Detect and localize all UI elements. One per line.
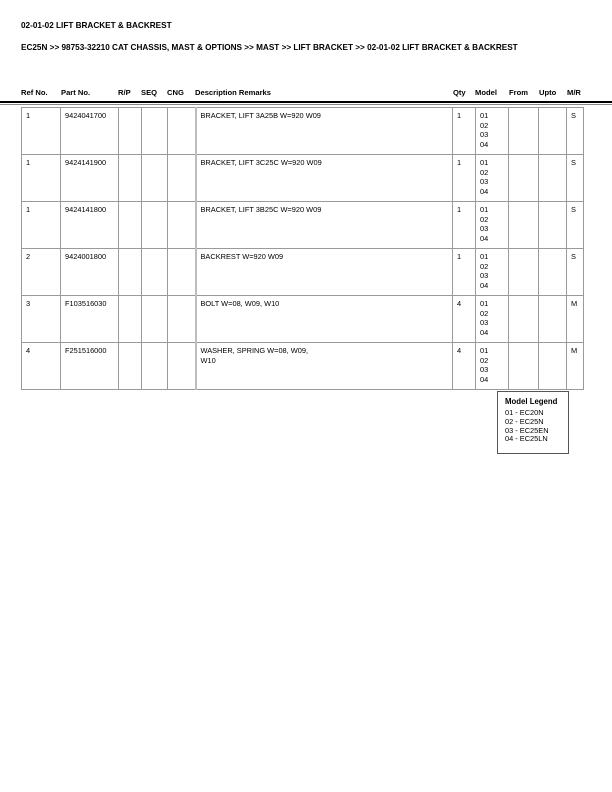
model-code: 03 <box>480 177 489 187</box>
model-legend <box>497 391 569 454</box>
cell-from <box>509 296 539 343</box>
header-ref-no: Ref No. <box>21 88 48 97</box>
cell-mr: S <box>567 249 584 296</box>
model-code: 04 <box>480 233 489 243</box>
model-code: 02 <box>480 167 489 177</box>
cell-model <box>476 343 509 390</box>
model-code: 03 <box>480 318 489 328</box>
cell-ref: 1 <box>22 202 61 249</box>
legend-item: 02 - EC25N <box>505 416 544 426</box>
cell-mr: M <box>567 343 584 390</box>
model-code: 03 <box>480 365 489 375</box>
cell-cng <box>168 343 196 390</box>
cell-mr: M <box>567 296 584 343</box>
model-code: 02 <box>480 120 489 130</box>
cell-seq <box>142 296 168 343</box>
cell-seq <box>142 155 168 202</box>
header-seq: SEQ <box>141 88 158 97</box>
page-title: 02-01-02 LIFT BRACKET & BACKREST <box>21 21 172 30</box>
cell-description: BRACKET, LIFT 3C25C W=920 W09 <box>196 155 453 202</box>
model-code: 03 <box>480 271 489 281</box>
cell-model <box>476 155 509 202</box>
table-row <box>22 202 584 249</box>
breadcrumb: EC25N >> 98753-32210 CAT CHASSIS, MAST & OPTIONS >> MAST >> LIFT BRACKET >> 02-01-02 LIFT BRACKET & BACKREST <box>21 43 518 52</box>
cell-model <box>476 202 509 249</box>
header-mr: M/R <box>567 88 581 97</box>
cell-description: BRACKET, LIFT 3A25B W=920 W09 <box>196 108 453 155</box>
model-code: 04 <box>480 327 489 337</box>
description-line: W10 <box>200 355 216 365</box>
model-code: 03 <box>480 224 489 234</box>
cell-upto <box>539 155 567 202</box>
model-code: 01 <box>480 205 489 214</box>
cell-description: BOLT W=08, W09, W10 <box>196 296 453 343</box>
cell-cng <box>168 155 196 202</box>
legend-item: 01 - EC20N <box>505 408 544 417</box>
description-line: WASHER, SPRING W=08, W09, <box>200 346 309 355</box>
model-code: 01 <box>480 299 489 308</box>
cell-qty: 4 <box>453 296 476 343</box>
cell-ref: 1 <box>22 108 61 155</box>
model-code: 01 <box>480 158 489 167</box>
cell-qty: 4 <box>453 343 476 390</box>
header-qty: Qty <box>453 88 466 97</box>
cell-seq <box>142 343 168 390</box>
header-rp: R/P <box>118 88 131 97</box>
parts-table <box>21 107 584 390</box>
header-from: From <box>509 88 528 97</box>
table-row <box>22 296 584 343</box>
cell-ref: 2 <box>22 249 61 296</box>
table-header <box>0 88 612 100</box>
cell-model <box>476 296 509 343</box>
cell-ref: 4 <box>22 343 61 390</box>
cell-description <box>196 343 453 390</box>
header-description: Description Remarks <box>195 88 271 97</box>
cell-upto <box>539 202 567 249</box>
header-part-no: Part No. <box>61 88 91 97</box>
cell-rp <box>119 296 142 343</box>
model-code: 01 <box>480 111 489 120</box>
cell-seq <box>142 202 168 249</box>
model-code: 02 <box>480 261 489 271</box>
cell-rp <box>119 343 142 390</box>
cell-description: BACKREST W=920 W09 <box>196 249 453 296</box>
cell-ref: 1 <box>22 155 61 202</box>
header-divider <box>0 101 612 103</box>
cell-mr: S <box>567 108 584 155</box>
cell-description: BRACKET, LIFT 3B25C W=920 W09 <box>196 202 453 249</box>
cell-upto <box>539 108 567 155</box>
model-code: 01 <box>480 252 489 261</box>
cell-cng <box>168 249 196 296</box>
cell-part-no: 9424141900 <box>61 155 119 202</box>
cell-part-no: F103516030 <box>61 296 119 343</box>
cell-mr: S <box>567 155 584 202</box>
header-model: Model <box>475 88 497 97</box>
cell-seq <box>142 108 168 155</box>
model-code: 02 <box>480 214 489 224</box>
model-code: 02 <box>480 308 489 318</box>
cell-from <box>509 155 539 202</box>
cell-rp <box>119 108 142 155</box>
table-row <box>22 108 584 155</box>
cell-upto <box>539 343 567 390</box>
cell-part-no: 9424001800 <box>61 249 119 296</box>
cell-qty: 1 <box>453 202 476 249</box>
model-code: 01 <box>480 346 489 355</box>
table-row <box>22 155 584 202</box>
model-code: 04 <box>480 186 489 196</box>
cell-part-no: 9424141800 <box>61 202 119 249</box>
model-code: 04 <box>480 374 489 384</box>
cell-upto <box>539 296 567 343</box>
cell-upto <box>539 249 567 296</box>
model-code: 04 <box>480 139 489 149</box>
cell-model <box>476 108 509 155</box>
table-row <box>22 249 584 296</box>
header-divider-thin <box>0 104 612 105</box>
cell-part-no: F251516000 <box>61 343 119 390</box>
model-code: 02 <box>480 355 489 365</box>
cell-qty: 1 <box>453 155 476 202</box>
cell-model <box>476 249 509 296</box>
cell-cng <box>168 108 196 155</box>
cell-part-no: 9424041700 <box>61 108 119 155</box>
cell-qty: 1 <box>453 108 476 155</box>
cell-from <box>509 202 539 249</box>
cell-from <box>509 108 539 155</box>
cell-from <box>509 343 539 390</box>
cell-rp <box>119 155 142 202</box>
model-code: 04 <box>480 280 489 290</box>
cell-ref: 3 <box>22 296 61 343</box>
cell-mr: S <box>567 202 584 249</box>
cell-seq <box>142 249 168 296</box>
cell-rp <box>119 249 142 296</box>
legend-item: 04 - EC25LN <box>505 434 548 444</box>
cell-qty: 1 <box>453 249 476 296</box>
header-upto: Upto <box>539 88 557 97</box>
table-row <box>22 343 584 390</box>
cell-cng <box>168 296 196 343</box>
cell-from <box>509 249 539 296</box>
cell-cng <box>168 202 196 249</box>
legend-title: Model Legend <box>505 397 558 406</box>
header-cng: CNG <box>167 88 184 97</box>
legend-item: 03 - EC25EN <box>505 425 549 435</box>
model-code: 03 <box>480 130 489 140</box>
cell-rp <box>119 202 142 249</box>
